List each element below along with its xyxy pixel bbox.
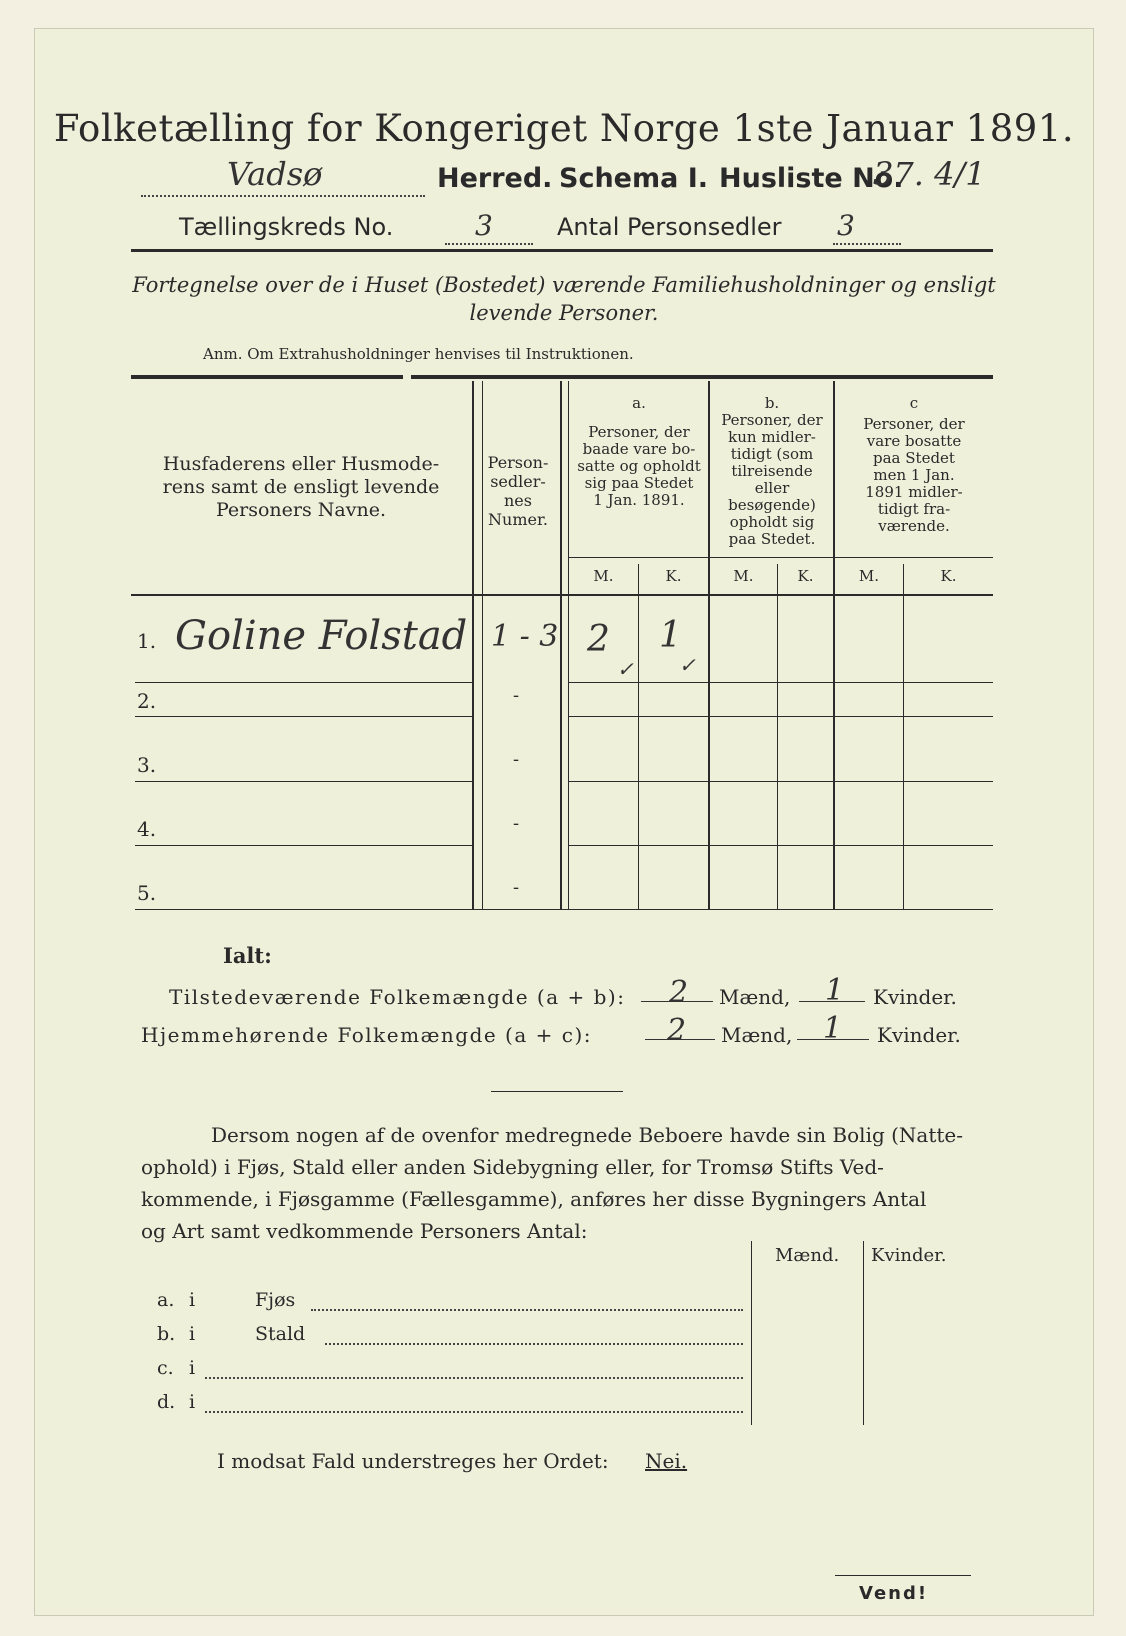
col-header-sedler-l3: nes (504, 491, 532, 510)
row-1-check-m: ✓ (617, 657, 634, 681)
table-top-rule-left (131, 375, 403, 379)
col-header-sedler-l2: sedler- (490, 472, 546, 491)
buildings-p4: og Art samt vedkommende Personers Antal: (141, 1219, 588, 1243)
col-b-l6: besøgende) (728, 496, 816, 514)
table-top-rule-right (411, 375, 993, 379)
total-1-maend: Mænd, (719, 985, 791, 1009)
row-3-sedler: - (513, 749, 520, 770)
building-b-label: Stald (255, 1323, 306, 1345)
col-c-l5: 1891 midler- (865, 483, 963, 501)
buildings-p3: kommende, i Fjøsgamme (Fællesgamme), anføres her disse Bygningers Antal (141, 1187, 927, 1211)
total-2-kvinder: Kvinder. (877, 1023, 961, 1047)
row-3-rule (135, 781, 472, 782)
total-2-maend: Mænd, (721, 1023, 793, 1047)
col-header-sedler-l4: Numer. (488, 510, 548, 529)
kreds-field (445, 209, 533, 245)
building-c-i: i (189, 1357, 196, 1379)
col-a-letter: a. (632, 394, 646, 412)
intro-line2: levende Personer. (469, 301, 659, 325)
col-a-l2: baade vare bo- (582, 440, 696, 458)
col-a-l1: Personer, der (588, 423, 690, 441)
kreds-label: Tællingskreds No. (179, 213, 394, 241)
building-b-dots (325, 1329, 743, 1345)
table-header-bottom-rule (131, 594, 993, 596)
ialt-label: Ialt: (223, 943, 272, 968)
col-divider-1 (472, 381, 474, 909)
col-b-l4: tilreisende (731, 462, 813, 480)
a-k-label: K. (665, 567, 682, 585)
total-2-label: Hjemmehørende Folkemængde (a + c): (141, 1023, 592, 1047)
col-header-a (569, 395, 709, 509)
col-c-letter: c (909, 394, 919, 412)
buildings-p1: Dersom nogen af de ovenfor medregnede Beboere havde sin Bolig (Natte- (211, 1123, 964, 1147)
col-divider-c-mk (903, 564, 904, 909)
b-k-label: K. (797, 567, 814, 585)
buildings-col-kvinder: Kvinder. (871, 1245, 947, 1266)
building-c-letter: c. (157, 1357, 174, 1379)
form-title: Folketælling for Kongeriget Norge 1ste Januar 1891. (53, 107, 1075, 150)
row-4-sedler: - (513, 813, 520, 834)
buildings-divider-2 (863, 1241, 864, 1425)
col-a-l5: 1 Jan. 1891. (593, 491, 685, 509)
buildings-col-maend: Mænd. (775, 1245, 840, 1266)
col-header-sedler (475, 453, 561, 529)
husliste-label: Husliste No. (719, 163, 904, 194)
col-header-c (835, 395, 993, 535)
row-2-sedler: - (513, 685, 520, 706)
vend-text: Vend! (859, 1583, 929, 1604)
col-b-l1: Personer, der (721, 411, 823, 429)
col-b-l8: paa Stedet. (728, 530, 816, 548)
husliste-value: 37. 4/1 (873, 155, 986, 193)
total-1-k: 1 (825, 973, 845, 1008)
mk-rule (568, 557, 993, 558)
building-b-letter: b. (157, 1323, 176, 1345)
row-3-num: 3. (137, 753, 157, 777)
row-5-num: 5. (137, 881, 157, 905)
col-b-letter: b. (764, 394, 780, 412)
header-divider (131, 249, 993, 252)
col-c-l7: værende. (878, 517, 950, 535)
row-5-sedler: - (513, 877, 520, 898)
census-form (34, 28, 1094, 1616)
row-4-rule-r (569, 845, 993, 846)
col-c-l2: vare bosatte (866, 432, 962, 450)
col-b-l2: kun midler- (728, 428, 816, 446)
row-1-rule-r (569, 682, 993, 683)
building-b-i: i (189, 1323, 196, 1345)
kreds-value: 3 (475, 209, 493, 242)
building-a-letter: a. (157, 1289, 175, 1311)
col-c-l3: paa Stedet (873, 449, 955, 467)
row-4-rule (135, 845, 472, 846)
col-b-l5: eller (754, 479, 790, 497)
col-c-l1: Personer, der (863, 415, 965, 433)
anm-note: Anm. Om Extrahusholdninger henvises til Instruktionen. (203, 345, 634, 363)
col-divider-a-mk (638, 564, 639, 909)
c-k-label: K. (940, 567, 957, 585)
row-3-rule-r (569, 781, 993, 782)
col-b-l7: opholdt sig (729, 513, 815, 531)
herred-field (141, 155, 425, 197)
col-a-l4: sig paa Stedet (584, 474, 694, 492)
row-2-rule (135, 716, 472, 717)
col-header-names-l3: Personers Navne. (215, 499, 386, 521)
row-1-sedler: 1 - 3 (491, 619, 559, 654)
row-2-num: 2. (137, 689, 157, 713)
antal-field (833, 209, 901, 245)
building-a-label: Fjøs (255, 1289, 296, 1311)
row-1-rule (135, 682, 472, 683)
row-1-num: 1. (137, 629, 157, 653)
row-1-name: Goline Folstad (175, 613, 468, 659)
row-1-a-k: 1 (659, 615, 682, 656)
row-1-a-m: 2 (587, 619, 610, 660)
antal-label: Antal Personsedler (557, 213, 782, 241)
a-m-label: M. (593, 567, 614, 585)
building-a-i: i (189, 1289, 196, 1311)
col-header-names-l2: rens samt de ensligt levende (162, 476, 440, 498)
row-1-check-k: ✓ (679, 653, 696, 677)
total-2-k: 1 (823, 1011, 843, 1046)
buildings-p2: ophold) i Fjøs, Stald eller anden Sidebygning eller, for Tromsø Stifts Ved- (141, 1155, 884, 1179)
total-1-m: 2 (669, 975, 689, 1010)
col-c-l6: tidigt fra- (877, 500, 951, 518)
vend-rule (835, 1575, 971, 1576)
row-4-num: 4. (137, 817, 157, 841)
nei-word: Nei. (645, 1449, 688, 1473)
antal-value: 3 (837, 209, 855, 242)
c-m-label: M. (858, 567, 880, 585)
col-c-l4: men 1 Jan. (873, 466, 955, 484)
col-a-l3: satte og opholdt (577, 457, 701, 475)
b-m-label: M. (733, 567, 754, 585)
herred-label: Herred. (437, 163, 553, 194)
building-c-dots (205, 1363, 743, 1379)
row-5-rule (135, 909, 993, 910)
col-header-names-l1: Husfaderens eller Husmode- (162, 453, 440, 475)
building-a-dots (311, 1295, 743, 1311)
col-b-l3: tidigt (som (730, 445, 814, 463)
section-divider (491, 1091, 623, 1092)
schema-label: Schema I. (559, 163, 709, 194)
total-1-label: Tilstedeværende Folkemængde (a + b): (169, 985, 626, 1009)
total-1-kvinder: Kvinder. (873, 985, 957, 1009)
modsat-text: I modsat Fald understreges her Ordet: (217, 1449, 609, 1473)
buildings-divider-1 (751, 1241, 752, 1425)
building-d-letter: d. (157, 1391, 176, 1413)
col-header-names (131, 453, 471, 522)
intro-line1: Fortegnelse over de i Huset (Bostedet) værende Familiehusholdninger og ensligt (132, 273, 996, 297)
col-header-sedler-l1: Person- (487, 453, 549, 472)
col-divider-b-mk (777, 564, 778, 909)
total-2-m: 2 (667, 1013, 687, 1048)
herred-value: Vadsø (227, 155, 323, 193)
row-2-rule-r (569, 716, 993, 717)
building-d-dots (205, 1397, 743, 1413)
building-d-i: i (189, 1391, 196, 1413)
col-header-b (710, 395, 834, 548)
